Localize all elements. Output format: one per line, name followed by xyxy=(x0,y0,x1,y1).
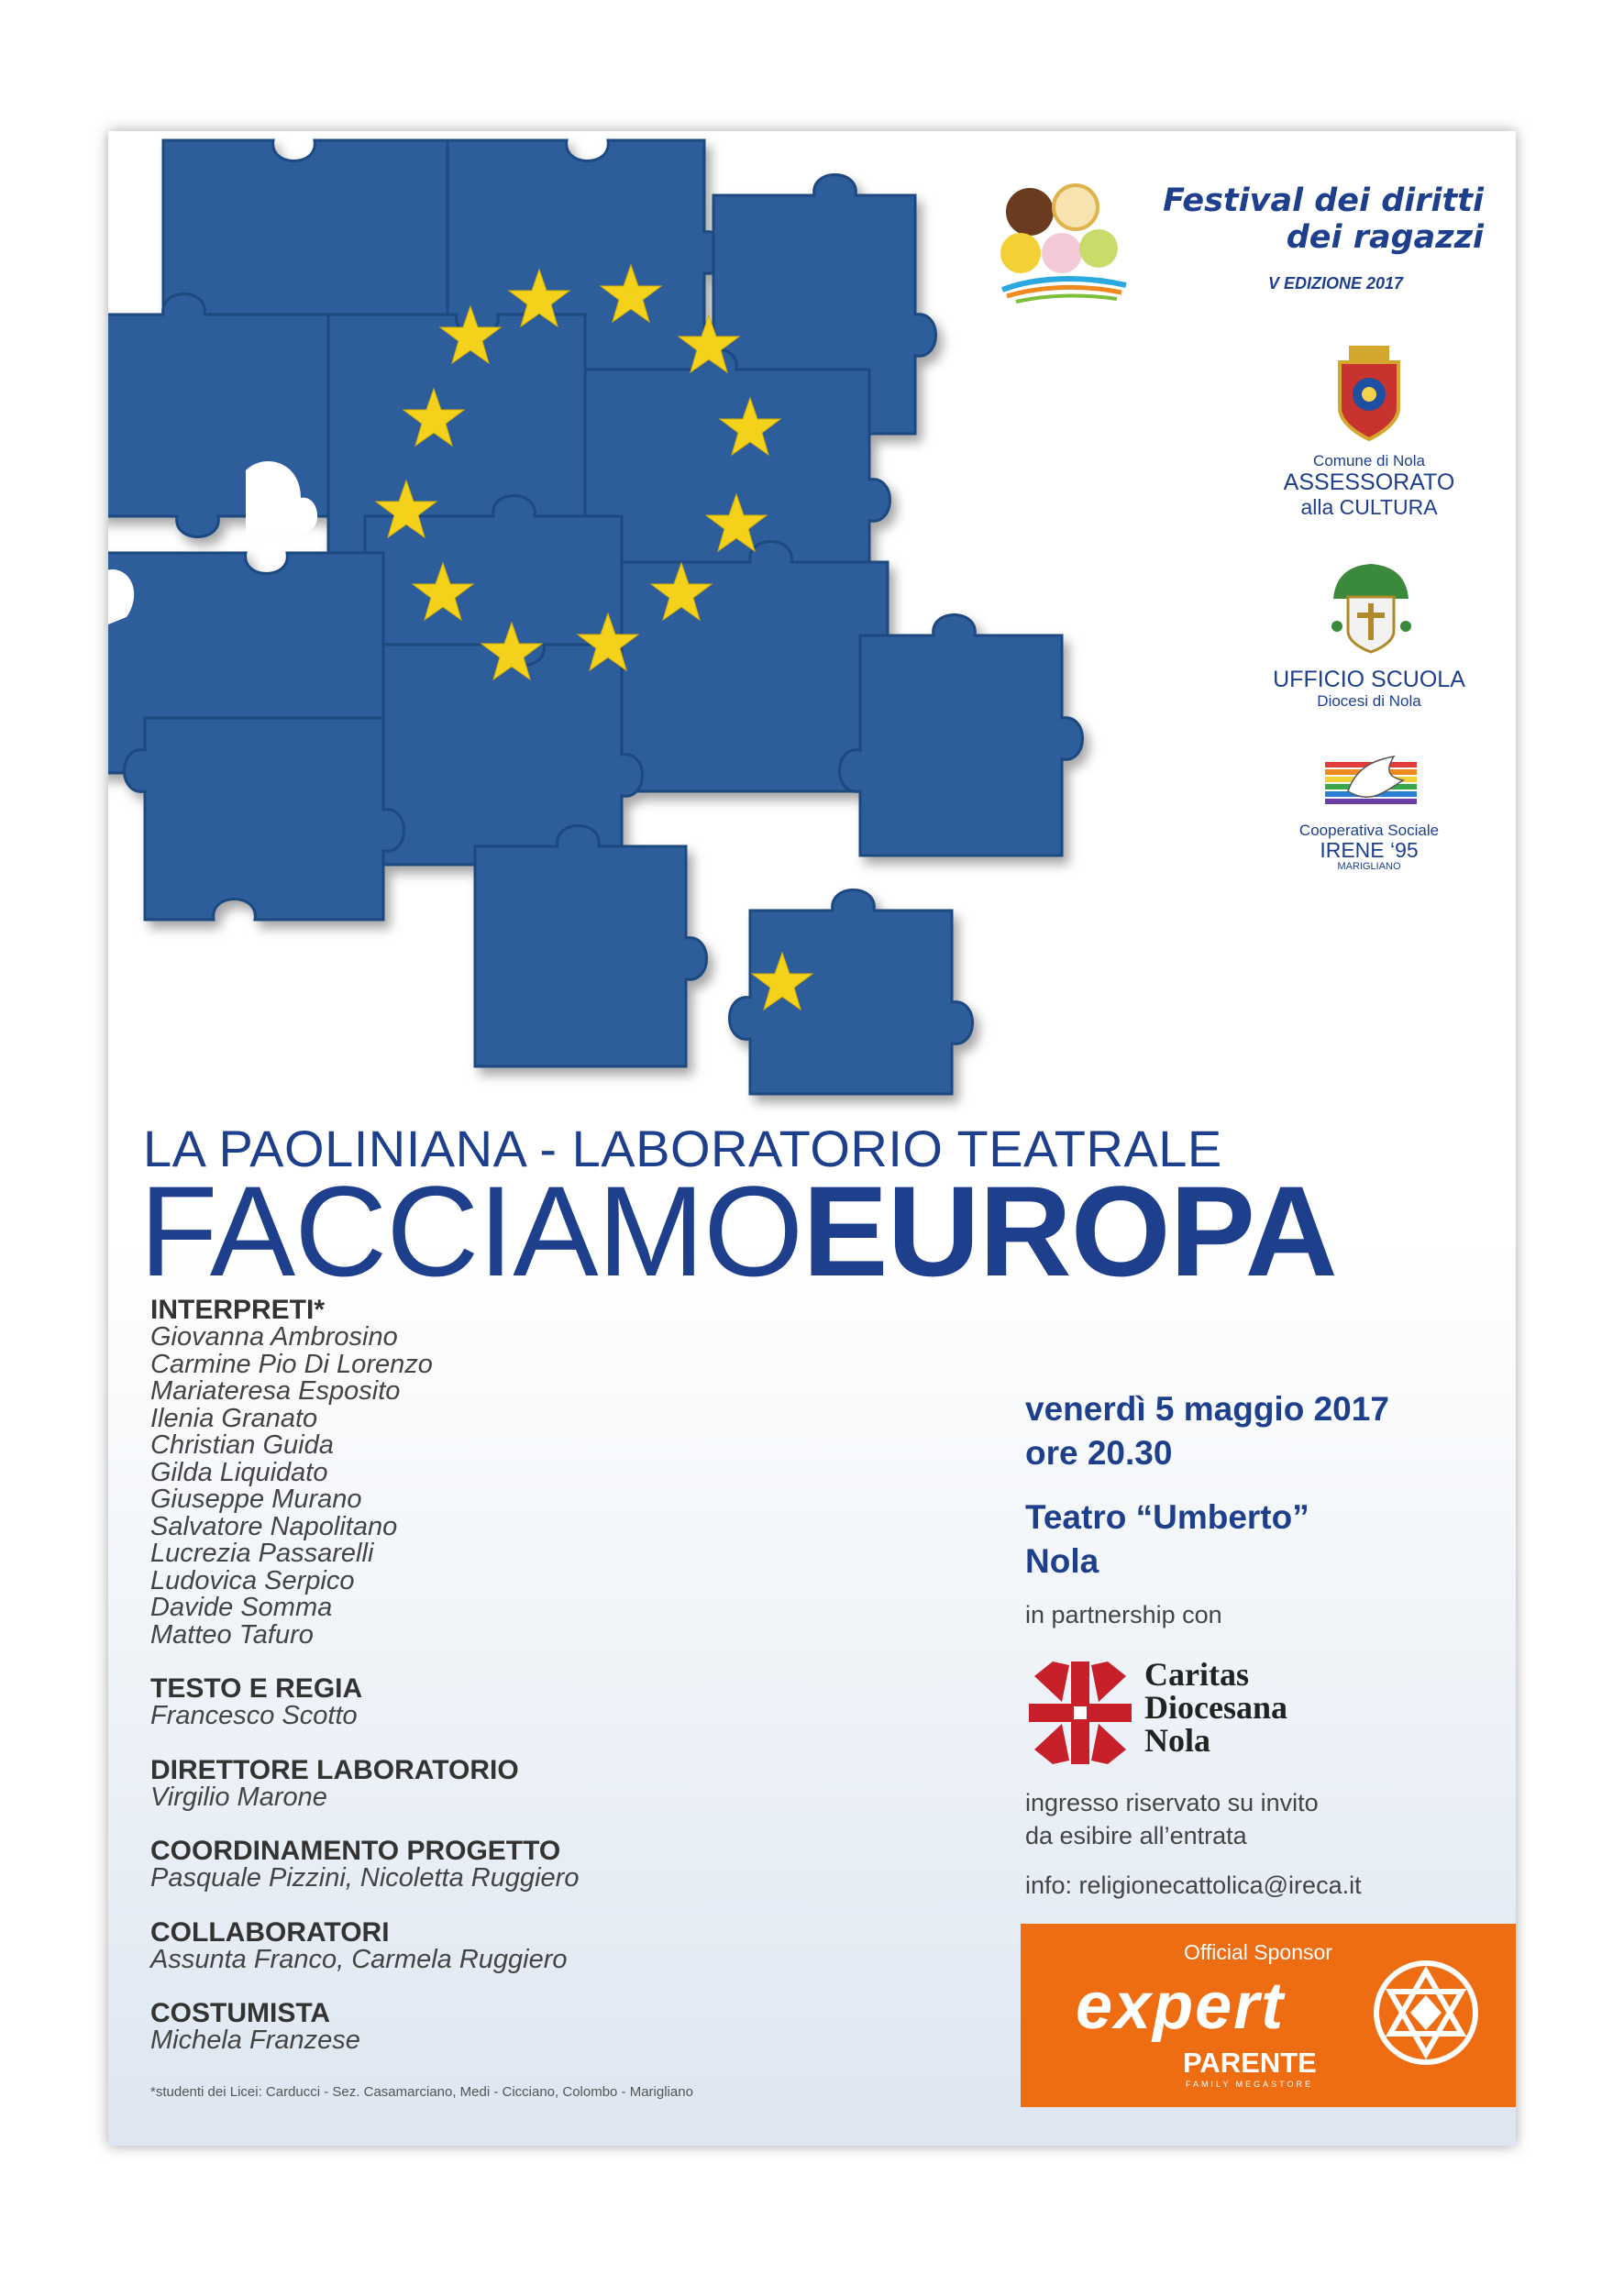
credit-value: Assunta Franco, Carmela Ruggiero xyxy=(150,1944,568,1974)
cooperativa-line2: IRENE ‘95 xyxy=(1320,838,1419,862)
dove-rainbow-logo-icon xyxy=(1325,755,1417,814)
access-line1: ingresso riservato su invito xyxy=(1025,1789,1319,1816)
caritas-line3: Nola xyxy=(1144,1722,1210,1759)
interprete-name: Carmine Pio Di Lorenzo xyxy=(150,1349,433,1379)
event-city: Nola xyxy=(1025,1542,1099,1580)
ufficio-line1: UFFICIO SCUOLA xyxy=(1273,667,1465,692)
caritas-line1: Caritas xyxy=(1144,1656,1249,1693)
poster xyxy=(108,131,1516,2146)
credit-heading: COLLABORATORI xyxy=(150,1916,390,1948)
credit-value: Michela Franzese xyxy=(150,2026,360,2055)
access-note xyxy=(1025,1786,1502,1852)
interprete-name: Salvatore Napolitano xyxy=(150,1511,398,1541)
event-venue: Teatro “Umberto” xyxy=(1025,1498,1309,1536)
ufficio-scuola-block xyxy=(1245,668,1493,711)
credit-heading: COORDINAMENTO PROGETTO xyxy=(150,1836,561,1866)
cooperativa-block xyxy=(1245,822,1493,872)
sponsor-brand: expert xyxy=(1076,1970,1286,2043)
comune-nola-block xyxy=(1259,452,1479,520)
event-info xyxy=(1025,1387,1502,1631)
credit-heading: TESTO E REGIA xyxy=(150,1673,363,1704)
festival-logo xyxy=(993,175,1488,308)
ufficio-line2: Diocesi di Nola xyxy=(1317,692,1421,710)
interprete-name: Ludovica Serpico xyxy=(150,1565,355,1595)
interprete-name: Giuseppe Murano xyxy=(150,1485,362,1514)
credit-heading: DIRETTORE LABORATORIO xyxy=(150,1754,519,1785)
interprete-name: Davide Somma xyxy=(150,1593,333,1622)
caritas-line2: Diocesana xyxy=(1144,1689,1287,1726)
comune-line2: ASSESSORATO xyxy=(1283,469,1455,495)
caritas-cross-icon xyxy=(1025,1658,1135,1768)
title-part1: FACCIAMO xyxy=(139,1159,803,1303)
credit-heading: COSTUMISTA xyxy=(150,1998,331,2028)
footnote: *studenti dei Licei: Carducci - Sez. Casamarciano, Medi - Cicciano, Colombo - Marigliano xyxy=(150,2084,693,2100)
interprete-name: Christian Guida xyxy=(150,1430,334,1460)
partnership-label: in partnership con xyxy=(1025,1601,1222,1628)
caritas-logo xyxy=(1025,1658,1410,1777)
festival-title-line1: Festival dei diritti xyxy=(1163,182,1484,219)
festival-edition: V EDIZIONE 2017 xyxy=(1268,274,1404,293)
interpreti-heading: INTERPRETI* xyxy=(150,1295,326,1325)
interprete-name: Mariateresa Esposito xyxy=(150,1376,401,1406)
interprete-name: Giovanna Ambrosino xyxy=(150,1322,398,1352)
cooperativa-line1: Cooperativa Sociale xyxy=(1298,822,1440,839)
sponsor-name: PARENTE xyxy=(1183,2047,1317,2079)
interprete-name: Lucrezia Passarelli xyxy=(150,1539,374,1568)
diocesi-crest-icon xyxy=(1328,562,1415,654)
access-line2: da esibire all’entrata xyxy=(1025,1822,1247,1849)
children-faces-icon xyxy=(993,175,1131,308)
comune-line1: Comune di Nola xyxy=(1313,452,1425,469)
event-time: ore 20.30 xyxy=(1025,1434,1173,1472)
comune-line3: alla CULTURA xyxy=(1300,495,1438,519)
expert-star-logo-icon xyxy=(1372,1959,1480,2067)
eu-puzzle-illustration xyxy=(108,131,1117,1121)
interprete-name: Ilenia Granato xyxy=(150,1403,318,1433)
comune-nola-crest-icon xyxy=(1332,344,1406,443)
sponsor-label: Official Sponsor xyxy=(1184,1940,1332,1964)
interprete-name: Gilda Liquidato xyxy=(150,1457,328,1487)
subtitle: LA PAOLINIANA - LABORATORIO TEATRALE xyxy=(143,1120,1222,1177)
credit-value: Francesco Scotto xyxy=(150,1701,358,1730)
sponsor-banner xyxy=(1021,1924,1516,2107)
festival-title-line2: dei ragazzi xyxy=(1286,219,1484,256)
contact-info xyxy=(1025,1869,1362,1902)
cooperativa-line3: MARIGLIANO xyxy=(1337,861,1401,872)
info-email: info: religionecattolica@ireca.it xyxy=(1025,1871,1362,1899)
sponsor-tagline: FAMILY MEGASTORE xyxy=(1186,2080,1314,2089)
title-part2: EUROPA xyxy=(802,1159,1337,1303)
event-date: venerdì 5 maggio 2017 xyxy=(1025,1390,1389,1428)
page-title xyxy=(139,1159,1337,1303)
credits-column xyxy=(150,1296,792,2081)
credit-value: Virgilio Marone xyxy=(150,1782,327,1812)
interprete-name: Matteo Tafuro xyxy=(150,1619,314,1650)
credit-value: Pasquale Pizzini, Nicoletta Ruggiero xyxy=(150,1863,580,1893)
